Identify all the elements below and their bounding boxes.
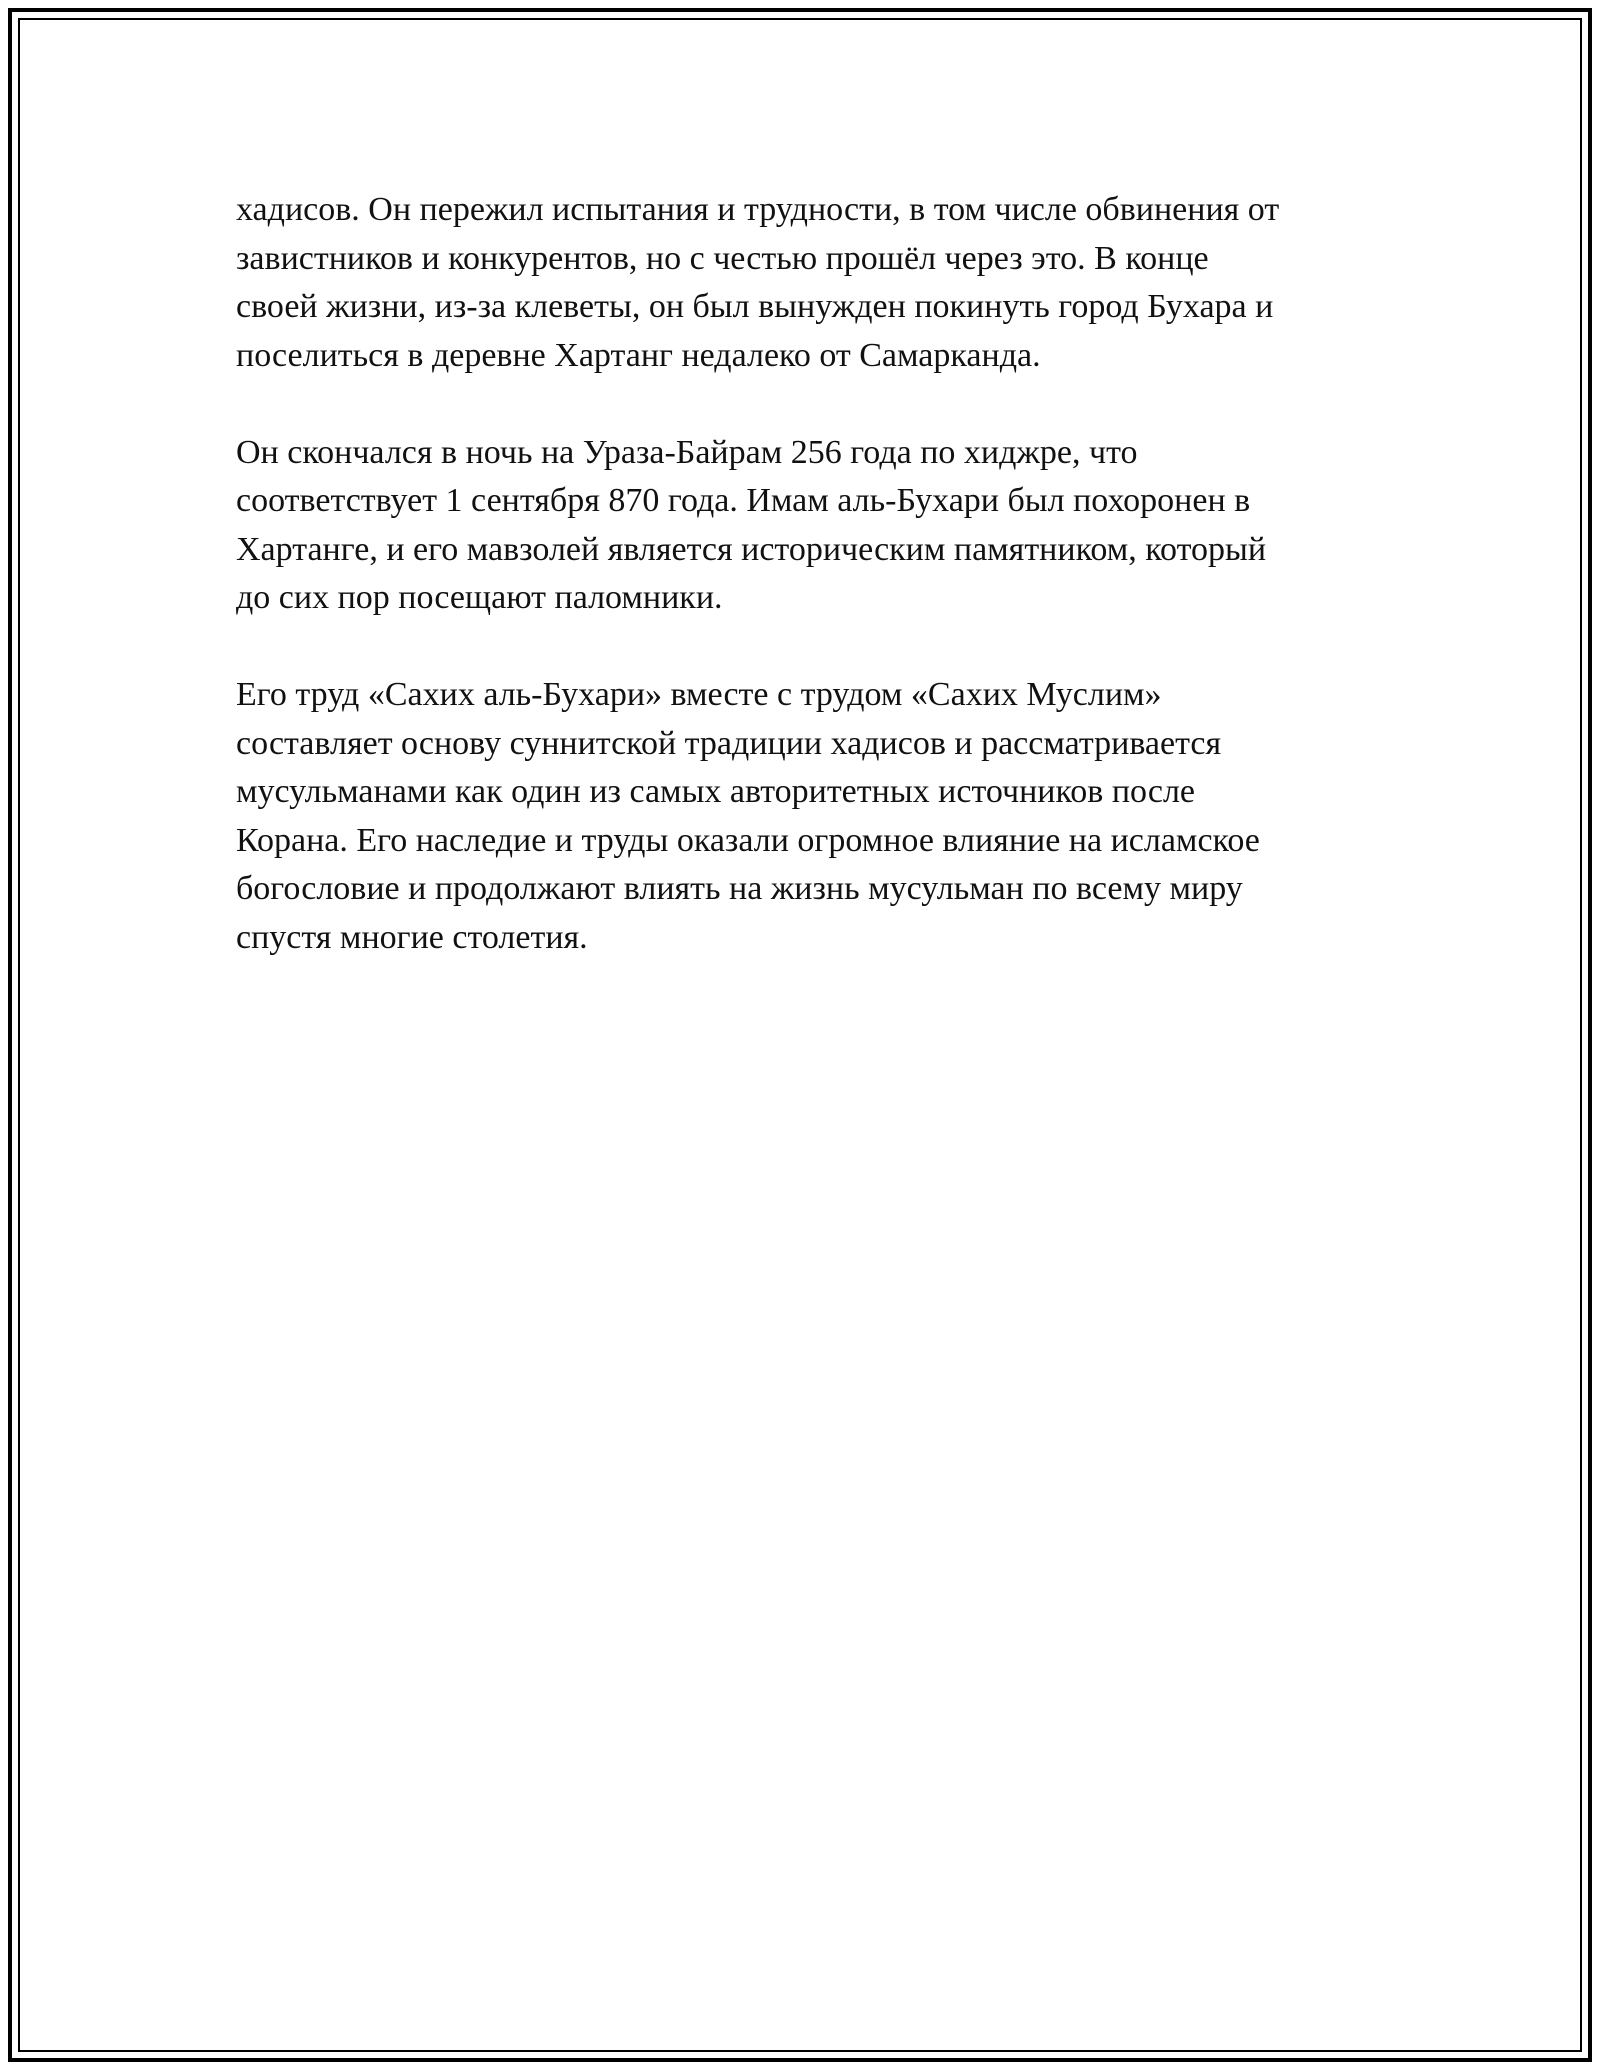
text-line: хадисов. Он пережил испытания и трудности, в том числе обвинения от — [236, 191, 1280, 228]
text-line: Его труд «Сахих аль-Бухари» вместе с трудом «Сахих Муслим» — [236, 676, 1162, 713]
text-line: своей жизни, из-за клеветы, он был вынужден покинуть город Бухара и — [236, 288, 1274, 325]
text-line: Корана. Его наследие и труды оказали огромное влияние на исламское — [236, 821, 1260, 859]
paragraph-1 — [236, 186, 1396, 380]
text-line: составляет основу суннитской традиции хадисов и рассматривается — [236, 724, 1222, 762]
text-line: Хартанге, и его мавзолей является историческим памятником, который — [236, 530, 1267, 568]
text-line: спустя многие столетия. — [236, 918, 588, 956]
text-line: до сих пор посещают паломники. — [236, 579, 723, 616]
paragraph-2 — [236, 429, 1396, 623]
text-line: поселиться в деревне Хартанг недалеко от Самарканда. — [236, 336, 1041, 374]
document-body — [236, 186, 1396, 1011]
text-line: богословие и продолжают влиять на жизнь мусульман по всему миру — [236, 870, 1243, 907]
text-line: завистников и конкурентов, но с честью прошёл через это. В конце — [236, 239, 1209, 277]
text-line: Он скончался в ночь на Ураза-Байрам 256 года по хиджре, что — [236, 433, 1138, 471]
text-line: мусульманами как один из самых авторитетных источников после — [236, 773, 1196, 810]
text-line: соответствует 1 сентября 870 года. Имам аль-Бухари был похоронен в — [236, 482, 1251, 519]
paragraph-3 — [236, 671, 1396, 962]
